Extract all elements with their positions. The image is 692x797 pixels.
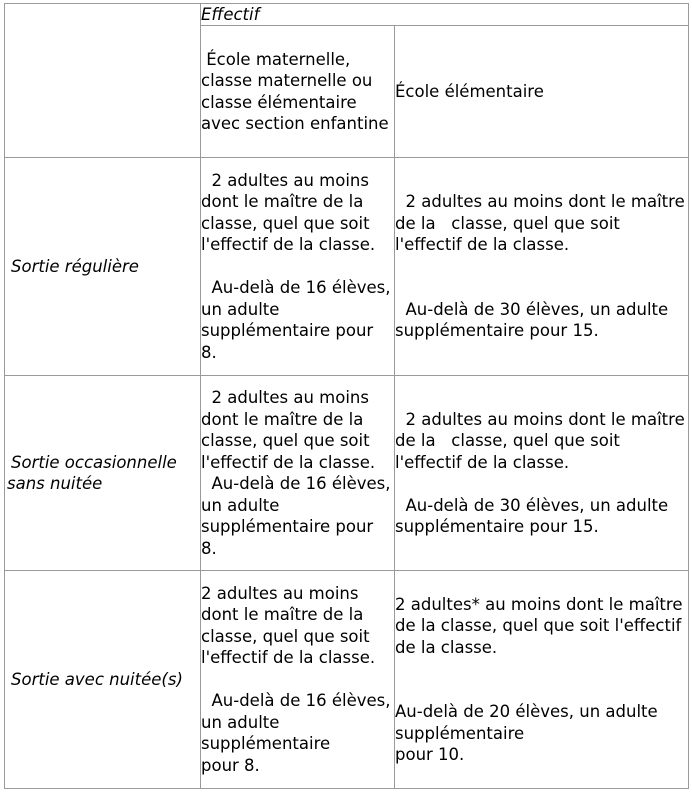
row-label [5,376,201,571]
cell-maternelle [201,158,395,376]
cell-maternelle [201,376,395,571]
row-label-line: sans nuitée [7,474,103,493]
header-row-effectif [5,4,689,26]
header-maternelle-text: École maternelle, classe maternelle ou classe élémentaire avec section enfantine [201,49,389,133]
cell-elementaire [395,158,689,376]
table-row [5,376,689,571]
header-elementaire [395,26,689,158]
cell-paragraph: 2 adultes au moins dont le maître de la classe, quel que soit l'effectif de la classe. [201,388,376,472]
cell-maternelle [201,571,395,789]
table-row [5,158,689,376]
cell-paragraph: 2 adultes au moins dont le maître de la classe, quel que soit l'effectif de la classe. [201,170,376,255]
row-label: Sortie avec nuitée(s) [5,571,201,789]
header-elementaire-text: École élémentaire [395,81,544,101]
table-row [5,571,689,789]
row-label-line: Sortie occasionnelle [11,452,177,472]
cell-paragraph: Au-delà de 20 élèves, un adulte supplémentaire [395,702,658,743]
cell-paragraph: 2 adultes* au moins dont le maître de la classe, quel que soit l'effectif de la classe. [395,594,683,657]
cell-paragraph: Au-delà de 16 élèves, un adulte supplémentaire pour 8. [201,474,396,558]
cell-paragraph: 2 adultes au moins dont le maître de la classe, quel que soit l'effectif de la classe. [201,583,376,668]
cell-elementaire [395,376,689,571]
header-maternelle [201,26,395,158]
row-label: Sortie régulière [5,158,201,376]
cell-paragraph: Au-delà de 30 élèves, un adulte supplémentaire pour 15. [395,299,674,341]
cell-paragraph: Au-delà de 16 élèves, un adulte supplémentaire pour 8. [201,278,396,362]
cell-paragraph: pour 8. [201,755,260,775]
header-effectif: Effectif [201,4,689,26]
cell-elementaire [395,571,689,789]
supervision-table [4,3,689,789]
cell-paragraph: 2 adultes au moins dont le maître de la classe, quel que soit l'effectif de la classe. [395,409,690,472]
cell-paragraph: Au-delà de 30 élèves, un adulte supplémentaire pour 15. [395,495,674,536]
cell-paragraph: pour 10. [395,745,465,764]
header-empty-cell [5,4,201,158]
cell-paragraph: 2 adultes au moins dont le maître de la classe, quel que soit l'effectif de la classe. [395,192,690,255]
cell-paragraph: Au-delà de 16 élèves, un adulte supplémentaire [201,691,396,754]
